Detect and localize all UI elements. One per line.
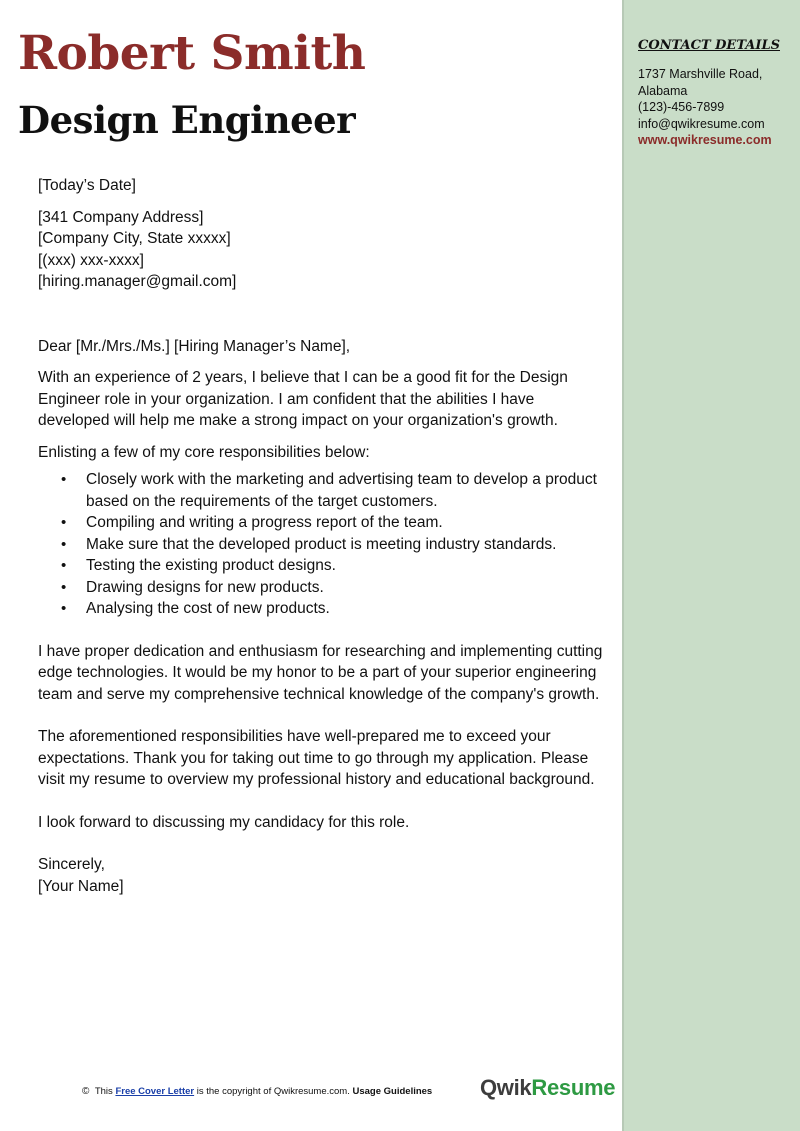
- usage-guidelines-link[interactable]: Usage Guidelines: [352, 1086, 433, 1097]
- applicant-name: Robert Smith: [18, 26, 366, 81]
- contact-phone: (123)-456-7899: [638, 100, 725, 114]
- footer-text-mid: is the copyright of Qwikresume.com.: [196, 1086, 350, 1097]
- opening-paragraph: With an experience of 2 years, I believe that I can be a good fit for the Design Engineer role in your organization. I am confident that the abilities I have developed will help me make a strong impact on your organization's growth.: [38, 369, 568, 429]
- address-line: [Company City, State xxxxx]: [38, 230, 231, 247]
- body-paragraph-2: The aforementioned responsibilities have well-prepared me to exceed your expectations. Thank you for taking out time to go through my application. Please visit my resume to overview my professional history and educational background.: [38, 728, 595, 788]
- contact-email: info@qwikresume.com: [638, 116, 765, 131]
- closing-line: I look forward to discussing my candidacy for this role.: [38, 813, 410, 831]
- list-intro: Enlisting a few of my core responsibilities below:: [38, 443, 370, 461]
- qwikresume-logo: [480, 1075, 615, 1101]
- free-cover-letter-link[interactable]: Free Cover Letter: [115, 1086, 195, 1097]
- letter-body: [38, 175, 606, 897]
- list-item: • Analysing the cost of new products.: [86, 598, 606, 620]
- contact-heading: CONTACT DETAILS: [638, 38, 780, 53]
- applicant-role: Design Engineer: [18, 98, 356, 142]
- contact-details: [638, 66, 798, 149]
- list-item: • Make sure that the developed product is meeting industry standards.: [86, 534, 606, 556]
- body-paragraph-1: I have proper dedication and enthusiasm for researching and implementing cutting edge technologies. It would be my honor to be a part of your superior engineering team and serve my comprehensive technical knowledge of the company's growth.: [38, 642, 603, 703]
- address-line: [341 Company Address]: [38, 208, 204, 226]
- recipient-address: [38, 207, 606, 293]
- list-item: • Closely work with the marketing and advertising team to develop a product based on the requirements of the target customers.: [86, 469, 606, 512]
- signoff: Sincerely,: [38, 856, 105, 873]
- contact-website-link[interactable]: www.qwikresume.com: [638, 133, 772, 147]
- signature: [Your Name]: [38, 877, 124, 895]
- footer-copyright: [82, 1086, 432, 1097]
- list-item: • Compiling and writing a progress report of the team.: [86, 512, 606, 534]
- contact-address-line2: Alabama: [638, 83, 688, 98]
- list-item: • Testing the existing product designs.: [86, 555, 606, 577]
- contact-sidebar: [622, 0, 800, 1131]
- contact-address-line1: 1737 Marshville Road,: [638, 67, 763, 81]
- footer-text-this: This: [94, 1086, 113, 1097]
- letter-date: [Today’s Date]: [38, 177, 136, 194]
- brand-part-resume: Resume: [531, 1075, 616, 1100]
- address-line: [hiring.manager@gmail.com]: [38, 273, 237, 290]
- brand-part-qwik: Qwik: [480, 1075, 532, 1100]
- address-line: [(xxx) xxx-xxxx]: [38, 251, 144, 269]
- responsibilities-list: [38, 469, 606, 620]
- salutation: Dear [Mr./Mrs./Ms.] [Hiring Manager’s Name],: [38, 337, 351, 355]
- copyright-icon: ©: [82, 1086, 90, 1097]
- list-item: • Drawing designs for new products.: [86, 577, 606, 599]
